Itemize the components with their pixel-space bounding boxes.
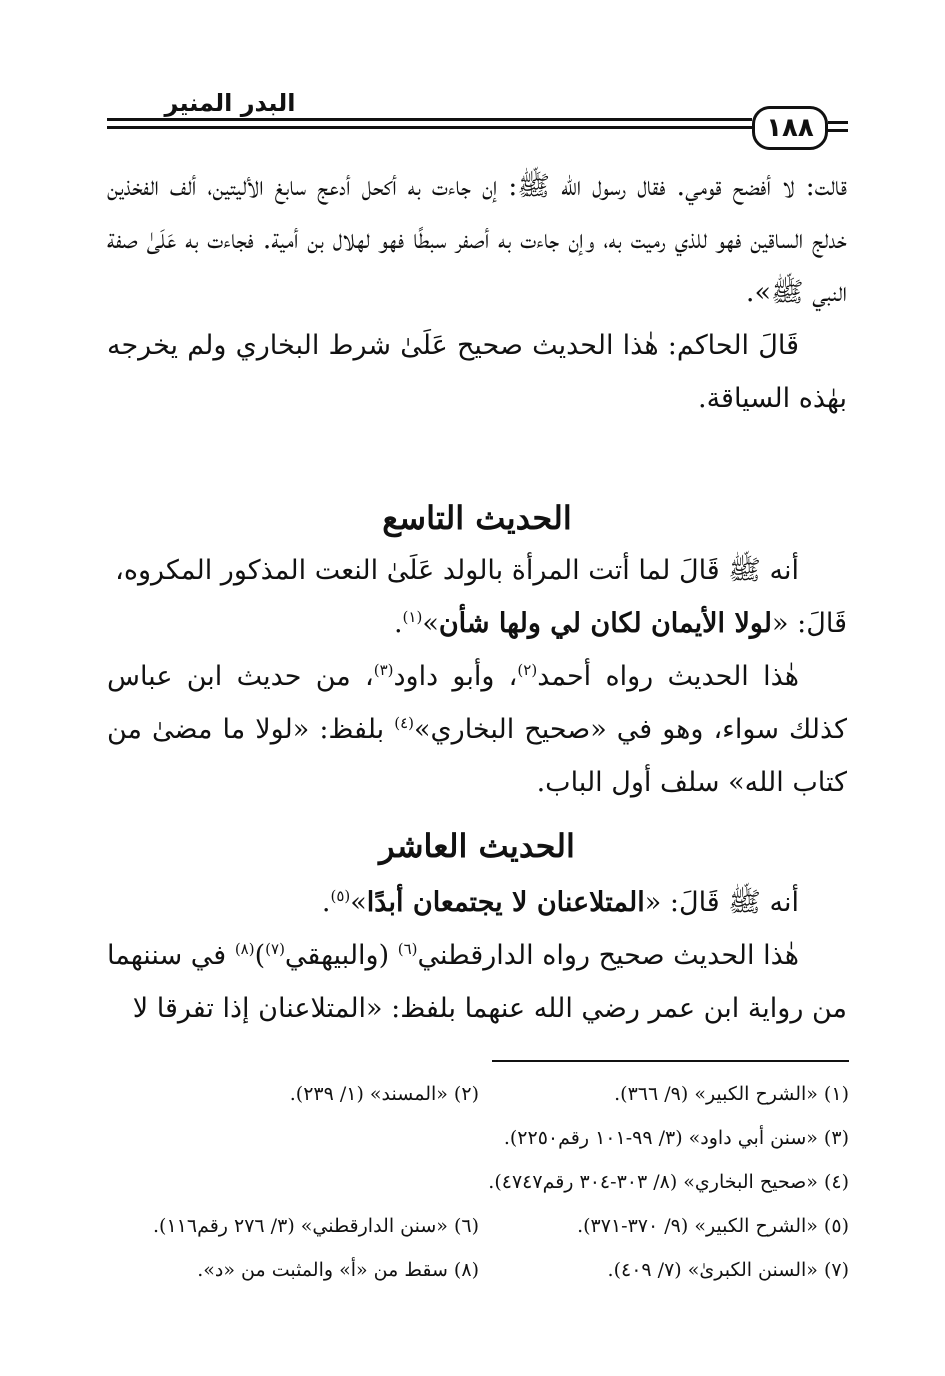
footnote-8: (٨) سقط من «أ» والمثبت من «د». — [197, 1259, 479, 1281]
footnote-7: (٧) «السنن الكبرىٰ» (٧/ ٤٠٩). — [607, 1259, 849, 1281]
paragraph-tenth-hadith-text: أنه ﷺ قَالَ: «المتلاعنان لا يجتمعان أبدًا»$^{(٥)}$. — [321, 887, 799, 918]
footnote-ref-7: (٧) — [265, 940, 285, 958]
header-rule-bottom — [107, 126, 752, 129]
footnote-ref-5: (٥) — [330, 887, 351, 905]
footnote-row — [107, 1248, 849, 1292]
footnote-2: (٢) «المسند» (١/ ٢٣٩). — [289, 1083, 479, 1105]
footnote-6: (٦) «سنن الدارقطني» (٣/ ٢٧٦ رقم١١٦). — [152, 1215, 479, 1237]
paragraph-ninth-hadith-text — [107, 544, 847, 650]
paragraph-tenth-sources: هٰذا الحديث صحيح رواه الدارقطني$^{(٦)}$ (والبيهقي$^{(٧)}$)$^{(٨)}$ في سننهما من رواية ابن عمر رضي الله عنهما بلفظ: «المتلاعنان إذا تفرقا لا — [107, 940, 847, 1024]
section-tenth-body — [107, 876, 847, 1035]
section-heading-tenth-hadith: الحديث العاشر — [379, 827, 575, 865]
header-rule-top — [107, 118, 752, 121]
footnote-ref-4: (٤) — [394, 714, 414, 732]
footnote-ref-3: (٣) — [373, 661, 394, 679]
footnote-1: (١) «الشرح الكبير» (٩/ ٣٦٦). — [614, 1083, 849, 1105]
page-number: ١٨٨ — [752, 106, 828, 150]
footnote-separator — [492, 1060, 849, 1062]
paragraph-ninth-sources: هٰذا الحديث رواه أحمد$^{(٢)}$، وأبو داود$^{(٣)}$، من حديث ابن عباس كذلك سواء، وهو في «صحيح البخاري»$^{(٤)}$ بلفظ: «لولا ما مضىٰ من كتاب الله» سلف أول الباب. — [107, 661, 847, 798]
footnote-ref-8: (٨) — [234, 940, 255, 958]
footnote-4: (٤) «صحيح البخاري» (٨/ ٣٠٣-٣٠٤ رقم٤٧٤٧). — [488, 1171, 849, 1193]
footnote-row — [107, 1072, 849, 1116]
tenth-hadith-quote: المتلاعنان لا يجتمعان أبدًا — [366, 887, 645, 918]
ninth-intro-line: أنه ﷺ قَالَ لما أتت المرأة بالولد عَلَىٰ النعت المذكور المكروه، — [115, 555, 799, 586]
footnote-row — [107, 1116, 849, 1160]
ninth-quote-close: » — [422, 608, 439, 639]
header-rule-right-bottom — [828, 129, 848, 132]
ninth-quote-open: قَالَ: « — [772, 608, 847, 639]
ninth-hadith-quote: لولا الأيمان لكان لي ولها شأن — [438, 608, 773, 639]
continued-text — [107, 160, 847, 425]
paragraph-hakim-comment: قَالَ الحاكم: هٰذا الحديث صحيح عَلَىٰ شرط البخاري ولم يخرجه بهٰذه السياقة. — [107, 330, 847, 414]
footnote-5: (٥) «الشرح الكبير» (٩/ ٣٧٠-٣٧١). — [577, 1215, 849, 1237]
footnote-row — [107, 1204, 849, 1248]
section-heading-ninth-hadith: الحديث التاسع — [382, 499, 572, 537]
footnote-ref-2: (٢) — [517, 661, 538, 679]
footnote-ref-6: (٦) — [397, 940, 418, 958]
running-title: البدر المنير — [164, 89, 296, 117]
paragraph-hadith-continuation: قالت: لا أفضح قومي. فقال رسول الله ﷺ: إن جاءت به أكحل أدعج سابغ الأليتين، ألف الفخذين خدلج الساقين فهو للذي رميت به، وإن جاءت به أصفر سبطًا فهو لهلال بن أمية. فجاءت به عَلَىٰ صفة النبي ﷺ». — [107, 171, 847, 308]
ninth-period: . — [393, 608, 403, 639]
header-rule-right-top — [828, 121, 848, 124]
footnote-3: (٣) «سنن أبي داود» (٣/ ٩٩-١٠١ رقم٢٢٥٠). — [503, 1127, 849, 1149]
footnotes — [107, 1072, 849, 1292]
footnote-ref-1: (١) — [402, 608, 423, 626]
section-ninth-body — [107, 544, 847, 809]
footnote-row — [107, 1160, 849, 1204]
